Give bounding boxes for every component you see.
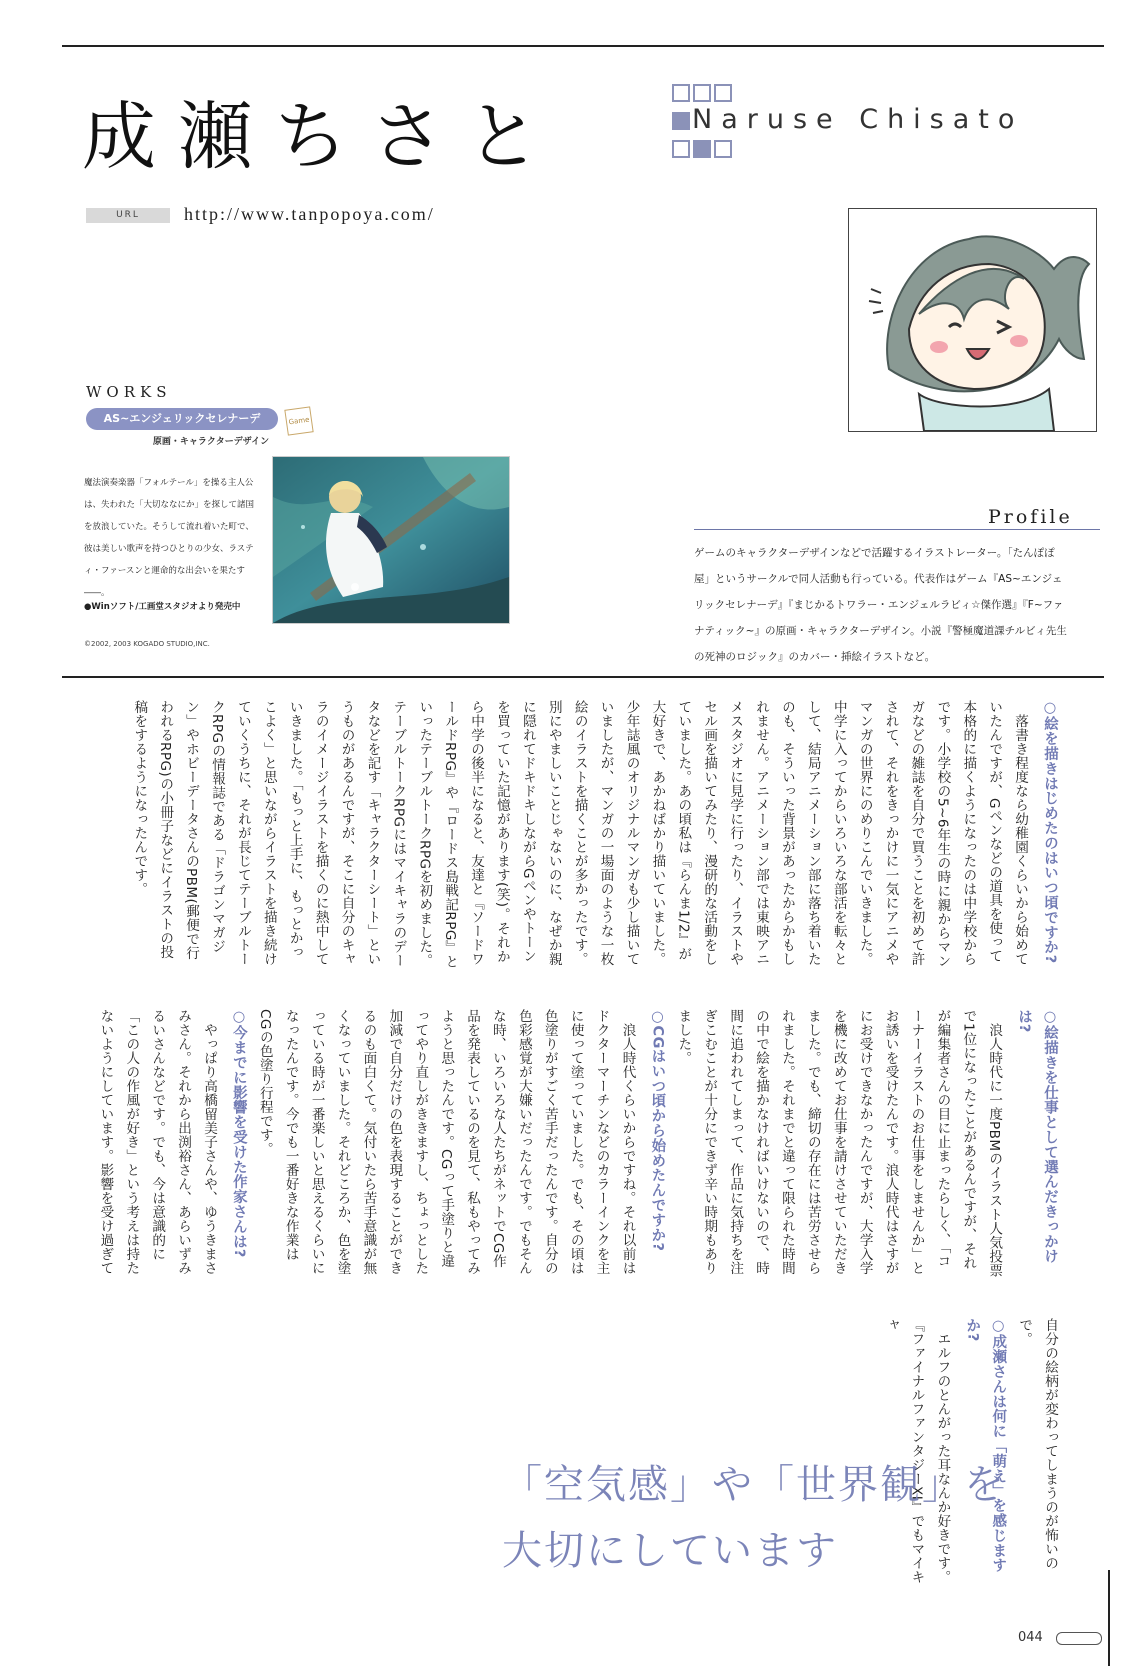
work-artwork: [272, 456, 510, 624]
answer-text: 落書き程度なら幼稚園くらいから始めていたんですが、Gペンなどの道具を使って本格的に描くようになったのは中学校からです。小学校の5~6年生の時に親からマンガなどの雑誌を自分で買うことを初めて許されて、それをきっかけに一気にアニメやマンガの世界にのめりこんでいきました。中学に入ってからいろいろな部活を転々として、結局アニメーション部に落ち着いたのも、そういった背景があったからかもしれません。アニメーション部では東映アニメスタジオに見学に行ったり、イラストやセル画を描いてみたり、漫研的な活動をしていました。あの頃私は『らんま1/2』が大好きで、あかねばかり描いていました。少年誌風のオリジナルマンガも少し描いていましたが、マンガの一場面のような一枚絵のイラストを描くことが多かったです。別にやましいことじゃないのに、なぜか親に隠れてドキドキしながらGペンやトーンを買っていた記憶があります(笑)。それから中学の後半になると、友達と『ソードワールドRPG』や『ロードス島戦記RPG』といったテーブルトークRPGを初めました。テーブルトークRPGにはマイキャラのデータなどを記す「キャラクターシート」というものがあるんですが、そこに自分のキャラのイメージイラストを描くのに熱中していきました。「もっと上手に、もっとかっこよく」と思いながらイラストを描き続けていくうちに、それが長じてテーブルトークRPGの情報誌である「ドラゴンマガジン」やホビーデータさんのPBM(郵便で行われるRPG)の小冊子などにイラストの投稿をするようになったんです。: [131, 700, 1029, 969]
pull-quote-line-1: 「空気感」や「世界観」を: [502, 1462, 1006, 1508]
profile-heading: Profile: [988, 506, 1073, 528]
copyright: ©2002, 2003 KOGADO STUDIO,INC.: [84, 640, 210, 648]
question-heading: ○CGはいつ頃から始めたんですか?: [649, 1009, 666, 1252]
answer-text: やっぱり高橋留美子さんや、ゆうきまさみさん。それから出渕裕さん、あらいずみるいさんなどです。でも、今は意識的に「この人の作風が好き」という考えは持たないようにしています。影響を受け過ぎて自分の絵柄が変わってしまうのが怖いので。: [97, 1009, 1058, 1570]
avatar-illustration: [848, 208, 1097, 432]
works-heading: WORKS: [86, 383, 172, 401]
work-synopsis: 魔法演奏楽器「フォルテール」を操る主人公は、失われた「大切ななにか」を探して諸国を放浪していた。そうして流れ着いた町で、彼は美しい歌声を持つひとりの少女、ラスティ・ファースンと運命的な出会いを果たす――。: [84, 478, 255, 598]
work-title-badge: AS~エンジェリックセレナーデ: [86, 408, 278, 430]
page-tab-icon: [1056, 1632, 1102, 1645]
chibi-portrait-icon: [849, 209, 1096, 431]
question-heading: ○今までに影響を受けた作家さんは?: [230, 1009, 247, 1258]
release-note: ●Winソフト/工画堂スタジオより発売中: [84, 602, 241, 612]
mid-rule: [62, 676, 1104, 678]
work-role: 原画・キャラクターデザイン: [152, 437, 270, 447]
question-heading: ○成瀬さんは何に「萌え」を感じますか?: [964, 1318, 1007, 1573]
profile-text: ゲームのキャラクターデザインなどで活躍するイラストレーター。「たんぽぽ屋」というサークルで同人活動も行っている。代表作はゲーム『AS~エンジェリックセレナーデ』『まじかるトワラー・エンジェルラビィ☆傑作選』『F~ファナティック~』の原画・キャラクターデザイン。小説『警極魔道課チルビィ先生の死神のロジック』のカバー・挿絵イラストなど。: [694, 547, 1067, 663]
artwork-illustration-icon: [273, 457, 509, 623]
artist-name-jp: 成瀬ちさと: [82, 94, 562, 180]
answer-text: 浪人時代くらいからですね。それ以前はドクターマーチンなどのカラーインクを主に使って塗っていました。でも、その頃は色塗りがすごく苦手だったんです。自分の色彩感覚が大嫌いだったんです。でもそんな時、いろいろな人たちがネットでCG作品を発表しているのを見て、私もやってみようと思ったんです。CGって手塗りと違ってやり直しがききますし、ちょっとした加減で自分だけの色を表現することができるのも面白くて。気付いたら苦手意識が無くなっていました。それどころか、色を塗っている時が一番楽しいと思えるくらいになったんです。今でも一番好きな作業はCGの色塗り行程です。: [256, 1009, 636, 1275]
question-heading: ○絵を描きはじめたのはいつ頃ですか?: [1042, 700, 1058, 964]
pull-quote: [502, 1452, 1006, 1584]
answer-text: 浪人時代に一度PBMのイラスト人気投票で1位になったことがあるんですが、それが編集者さんの目に止まったらしく、「コーナーイラストのお仕事をしませんか」とお誘いを受けたんです。浪人時代はさすがにお受けできなかったんですが、大学入学を機に改めてお仕事を請けさせていただきました。でも、締切の存在には苦労させられました。それまでと違って限られた時間の中で絵を描かなければいけないので、時間に追われてしまって、作品に気持ちを注ぎこむことが十分にできず辛い時期もありました。: [675, 1009, 1003, 1278]
profile-divider: [694, 529, 1100, 530]
page-edge-rule: [1108, 1570, 1110, 1666]
pull-quote-line-2: 大切にしています: [502, 1528, 838, 1574]
answer-text: エルフのとんがった耳なんか好きです。『ファイナルファンタジーXI』でもマイキャ: [882, 1318, 951, 1585]
game-stamp: Game: [284, 406, 313, 435]
artist-name-en: Naruse Chisato: [692, 104, 1024, 135]
page-number: 044: [1018, 1630, 1043, 1645]
url-label: URL: [86, 208, 170, 223]
website-link[interactable]: http://www.tanpopoya.com/: [184, 204, 435, 224]
top-rule: [62, 45, 1104, 47]
question-heading: ○絵描きを仕事として選んだきっかけは?: [1016, 1009, 1058, 1264]
